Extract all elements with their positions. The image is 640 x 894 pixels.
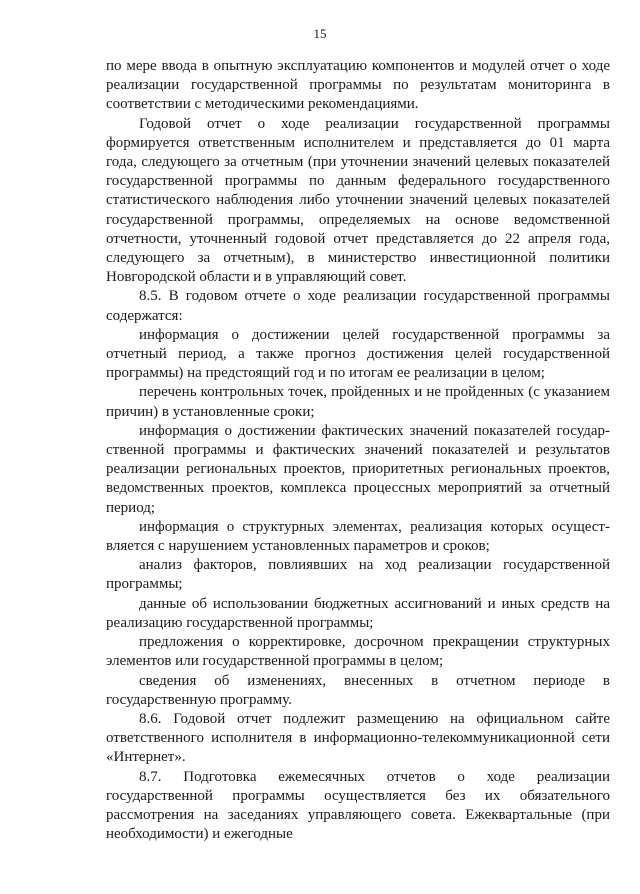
paragraph-8-6: 8.6. Годовой отчет подлежит размещению на официальном сайте ответственного исполнителя в информационно-телекоммуникационной сети «Интернет». bbox=[106, 710, 610, 766]
list-item: сведения об изменениях, внесенных в отчетном периоде в государственную программу. bbox=[106, 672, 610, 708]
list-item: предложения о корректировке, досрочном прекращении структурных элементов или государственной программы в целом; bbox=[106, 634, 610, 670]
paragraph-annual-report: Годовой отчет о ходе реализации государственной программы формируется ответственным исполнителем и представляется до 01 марта года, следующего за отчетным (при уточнении значений целевых показателей государственной программы по данным федерального государственного статистического наблюдения либо уточнении значений целевых показателей государственной программы, определяемых на основе ведомственной отчетности, уточненный годовой отчет представляется до 22 апреля года, следующего за отчетным), в министерство инвестиционной политики Новгородской области и в управляющий совет. bbox=[106, 115, 610, 286]
paragraph-continuation: по мере ввода в опытную эксплуатацию компонентов и модулей отчет о ходе реализации государственной программы по результатам мониторинга в соответствии с методическими рекомендациями. bbox=[106, 58, 610, 113]
list-item: перечень контрольных точек, пройденных и не пройденных (с указанием причин) в установленные сроки; bbox=[106, 384, 610, 420]
list-item: информация о достижении фактических значений показателей государственной программы и фактических значений показателей и результатов реализации региональных проектов, приоритетных региональных проектов, ведомственных проектов, комплекса процессных мероприятий за отчетный период; bbox=[106, 422, 610, 516]
page-number: 15 bbox=[313, 26, 327, 41]
list-item: данные об использовании бюджетных ассигнований и иных средств на реализацию государственной программы; bbox=[106, 595, 610, 631]
paragraph-8-5: 8.5. В годовом отчете о ходе реализации государственной программы содержатся: bbox=[106, 288, 610, 324]
list-item: информация о достижении целей государственной программы за отчетный период, а также прогноз достижения целей государственной программы) на предстоящий год и по итогам ее реализации в целом; bbox=[106, 326, 610, 382]
list-item: информация о структурных элементах, реализация которых осуществляется с нарушением установленных параметров и сроков; bbox=[106, 518, 610, 555]
paragraph-8-7: 8.7. Подготовка ежемесячных отчетов о ходе реализации государственной программы осуществляется без их обязательного рассмотрения на заседаниях управляющего совета. Ежеквартальные (при необходимости) и ежегодные bbox=[106, 768, 610, 843]
document-body bbox=[106, 57, 610, 844]
list-item: анализ факторов, повлиявших на ход реализации государственной программы; bbox=[106, 557, 610, 593]
